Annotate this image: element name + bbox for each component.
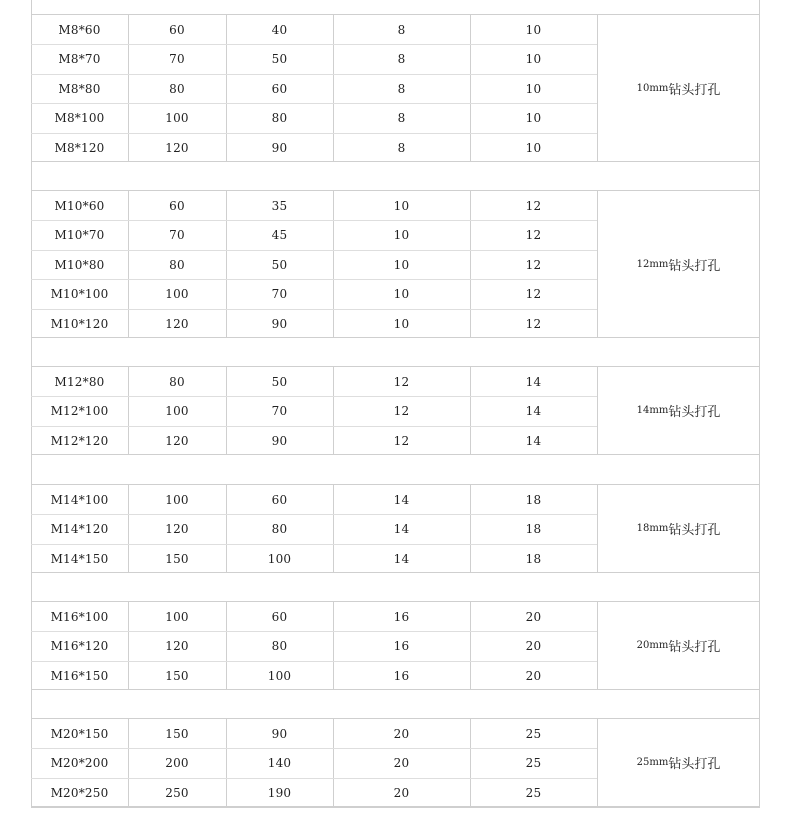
row-divider — [31, 103, 597, 104]
table-group — [31, 484, 760, 573]
thread-length-cell: 40 — [271, 22, 288, 37]
table-row — [31, 661, 597, 690]
table-row — [31, 719, 597, 748]
table-row — [31, 396, 597, 425]
drill-size-cell: 10 — [525, 140, 542, 155]
thread-length-cell: 70 — [271, 286, 288, 301]
thread-length-cell: 70 — [271, 403, 288, 418]
drill-size-cell: 10 — [525, 81, 542, 96]
drill-size-cell: 14 — [525, 433, 542, 448]
table-row — [31, 631, 597, 660]
table-row — [31, 44, 597, 73]
diameter-cell: 10 — [393, 316, 410, 331]
table-row — [31, 602, 597, 631]
total-length-cell: 200 — [165, 755, 189, 770]
diameter-cell: 12 — [393, 403, 410, 418]
drill-size-cell: 12 — [525, 257, 542, 272]
drill-size-cell: 25 — [525, 755, 542, 770]
model-cell: M12*80 — [54, 374, 105, 389]
total-length-cell: 100 — [165, 110, 189, 125]
diameter-cell: 14 — [393, 492, 410, 507]
thread-length-cell: 90 — [271, 140, 288, 155]
total-length-cell: 150 — [165, 551, 189, 566]
model-cell: M20*200 — [50, 755, 109, 770]
drill-note — [597, 15, 760, 161]
diameter-cell: 20 — [393, 726, 410, 741]
total-length-cell: 120 — [165, 433, 189, 448]
model-cell: M8*60 — [58, 22, 101, 37]
table-group — [31, 14, 760, 162]
model-cell: M20*150 — [50, 726, 109, 741]
total-length-cell: 100 — [165, 286, 189, 301]
row-divider — [31, 778, 597, 779]
drill-size-cell: 10 — [525, 51, 542, 66]
model-cell: M12*120 — [50, 433, 109, 448]
drill-note-size: 18mm — [636, 523, 669, 534]
row-divider — [31, 309, 597, 310]
table-row — [31, 250, 597, 279]
total-length-cell: 250 — [165, 785, 189, 800]
thread-length-cell: 50 — [271, 374, 288, 389]
total-length-cell: 100 — [165, 403, 189, 418]
row-divider — [31, 279, 597, 280]
diameter-cell: 14 — [393, 521, 410, 536]
diameter-cell: 10 — [393, 227, 410, 242]
drill-note-text: 钻头打孔 — [668, 640, 721, 655]
diameter-cell: 20 — [393, 755, 410, 770]
drill-note-text: 钻头打孔 — [668, 258, 721, 274]
model-cell: M10*80 — [54, 257, 105, 272]
diameter-cell: 20 — [393, 785, 410, 800]
table-group — [31, 190, 760, 338]
drill-note — [597, 367, 760, 454]
table-row — [31, 544, 597, 573]
model-cell: M16*120 — [50, 638, 109, 653]
model-cell: M16*150 — [50, 668, 109, 683]
drill-note-text: 钻头打孔 — [668, 82, 721, 98]
table-row — [31, 279, 597, 308]
diameter-cell: 8 — [397, 140, 406, 155]
table-row — [31, 367, 597, 396]
drill-note-size: 14mm — [636, 405, 669, 416]
drill-size-cell: 12 — [525, 198, 542, 213]
thread-length-cell: 50 — [271, 257, 288, 272]
model-cell: M14*120 — [50, 521, 109, 536]
model-cell: M8*80 — [58, 81, 101, 96]
thread-length-cell: 90 — [271, 726, 288, 741]
total-length-cell: 80 — [169, 374, 185, 389]
drill-note-size: 20mm — [636, 640, 669, 651]
thread-length-cell: 60 — [271, 492, 288, 507]
row-divider — [31, 44, 597, 45]
total-length-cell: 70 — [169, 227, 185, 242]
table-row — [31, 220, 597, 249]
table-row — [31, 15, 597, 44]
thread-length-cell: 100 — [267, 668, 292, 683]
total-length-cell: 150 — [165, 726, 189, 741]
table-row — [31, 74, 597, 103]
table-row — [31, 191, 597, 220]
thread-length-cell: 80 — [271, 110, 288, 125]
table-row — [31, 485, 597, 514]
thread-length-cell: 90 — [271, 316, 288, 331]
table-row — [31, 514, 597, 543]
table-group — [31, 718, 760, 807]
total-length-cell: 120 — [165, 638, 189, 653]
drill-size-cell: 18 — [525, 551, 542, 566]
diameter-cell: 16 — [393, 668, 410, 683]
total-length-cell: 120 — [165, 140, 189, 155]
thread-length-cell: 60 — [271, 81, 288, 96]
diameter-cell: 16 — [393, 638, 410, 653]
thread-length-cell: 90 — [271, 433, 288, 448]
model-cell: M14*100 — [50, 492, 109, 507]
row-divider — [31, 74, 597, 75]
model-cell: M8*120 — [54, 140, 105, 155]
table-row — [31, 748, 597, 777]
drill-note — [597, 602, 760, 689]
model-cell: M10*70 — [54, 227, 105, 242]
thread-length-cell: 80 — [271, 521, 288, 536]
row-divider — [31, 661, 597, 662]
drill-size-cell: 12 — [525, 286, 542, 301]
drill-size-cell: 14 — [525, 403, 542, 418]
table-row — [31, 426, 597, 455]
model-cell: M20*250 — [50, 785, 109, 800]
drill-size-cell: 20 — [525, 638, 542, 653]
total-length-cell: 70 — [169, 51, 185, 66]
drill-note-size: 10mm — [636, 82, 669, 94]
row-divider — [31, 544, 597, 545]
drill-size-cell: 18 — [525, 492, 542, 507]
drill-note-text: 钻头打孔 — [668, 405, 721, 420]
drill-size-cell: 20 — [525, 668, 542, 683]
model-cell: M8*70 — [58, 51, 101, 66]
drill-size-cell: 10 — [525, 22, 542, 37]
total-length-cell: 60 — [169, 22, 185, 37]
diameter-cell: 10 — [393, 286, 410, 301]
drill-note-size: 12mm — [636, 258, 669, 270]
total-length-cell: 60 — [169, 198, 185, 213]
table-row — [31, 309, 597, 338]
thread-length-cell: 80 — [271, 638, 288, 653]
drill-size-cell: 25 — [525, 785, 542, 800]
table-row — [31, 103, 597, 132]
total-length-cell: 100 — [165, 609, 189, 624]
drill-size-cell: 12 — [525, 227, 542, 242]
row-divider — [31, 426, 597, 427]
drill-size-cell: 20 — [525, 609, 542, 624]
model-cell: M16*100 — [50, 609, 109, 624]
thread-length-cell: 35 — [271, 198, 288, 213]
total-length-cell: 120 — [165, 316, 189, 331]
row-divider — [31, 514, 597, 515]
diameter-cell: 12 — [393, 433, 410, 448]
total-length-cell: 80 — [169, 257, 185, 272]
table-row — [31, 778, 597, 807]
thread-length-cell: 100 — [267, 551, 292, 566]
drill-note — [597, 485, 760, 572]
diameter-cell: 8 — [397, 110, 406, 125]
model-cell: M10*120 — [50, 316, 109, 331]
row-divider — [31, 250, 597, 251]
diameter-cell: 16 — [393, 609, 410, 624]
model-cell: M10*60 — [54, 198, 105, 213]
drill-size-cell: 25 — [525, 726, 542, 741]
drill-size-cell: 18 — [525, 521, 542, 536]
table-group — [31, 601, 760, 690]
drill-note — [597, 191, 760, 337]
thread-length-cell: 50 — [271, 51, 288, 66]
model-cell: M10*100 — [50, 286, 109, 301]
table-row — [31, 133, 597, 162]
row-divider — [31, 133, 597, 134]
table-group — [31, 366, 760, 455]
total-length-cell: 80 — [169, 81, 185, 96]
drill-size-cell: 14 — [525, 374, 542, 389]
total-length-cell: 120 — [165, 521, 189, 536]
diameter-cell: 8 — [397, 22, 406, 37]
diameter-cell: 8 — [397, 51, 406, 66]
drill-note — [597, 719, 760, 806]
model-cell: M8*100 — [54, 110, 105, 125]
diameter-cell: 8 — [397, 81, 406, 96]
drill-size-cell: 10 — [525, 110, 542, 125]
row-divider — [31, 748, 597, 749]
thread-length-cell: 140 — [267, 755, 292, 770]
row-divider — [31, 631, 597, 632]
total-length-cell: 100 — [165, 492, 189, 507]
model-cell: M14*150 — [50, 551, 109, 566]
drill-note-text: 钻头打孔 — [668, 523, 721, 538]
model-cell: M12*100 — [50, 403, 109, 418]
diameter-cell: 10 — [393, 198, 410, 213]
thread-length-cell: 60 — [271, 609, 288, 624]
drill-note-size: 25mm — [636, 757, 669, 768]
drill-note-text: 钻头打孔 — [668, 757, 721, 772]
row-divider — [31, 396, 597, 397]
row-divider — [31, 220, 597, 221]
thread-length-cell: 45 — [271, 227, 288, 242]
diameter-cell: 12 — [393, 374, 410, 389]
thread-length-cell: 190 — [267, 785, 292, 800]
total-length-cell: 150 — [165, 668, 189, 683]
diameter-cell: 10 — [393, 257, 410, 272]
drill-size-cell: 12 — [525, 316, 542, 331]
diameter-cell: 14 — [393, 551, 410, 566]
